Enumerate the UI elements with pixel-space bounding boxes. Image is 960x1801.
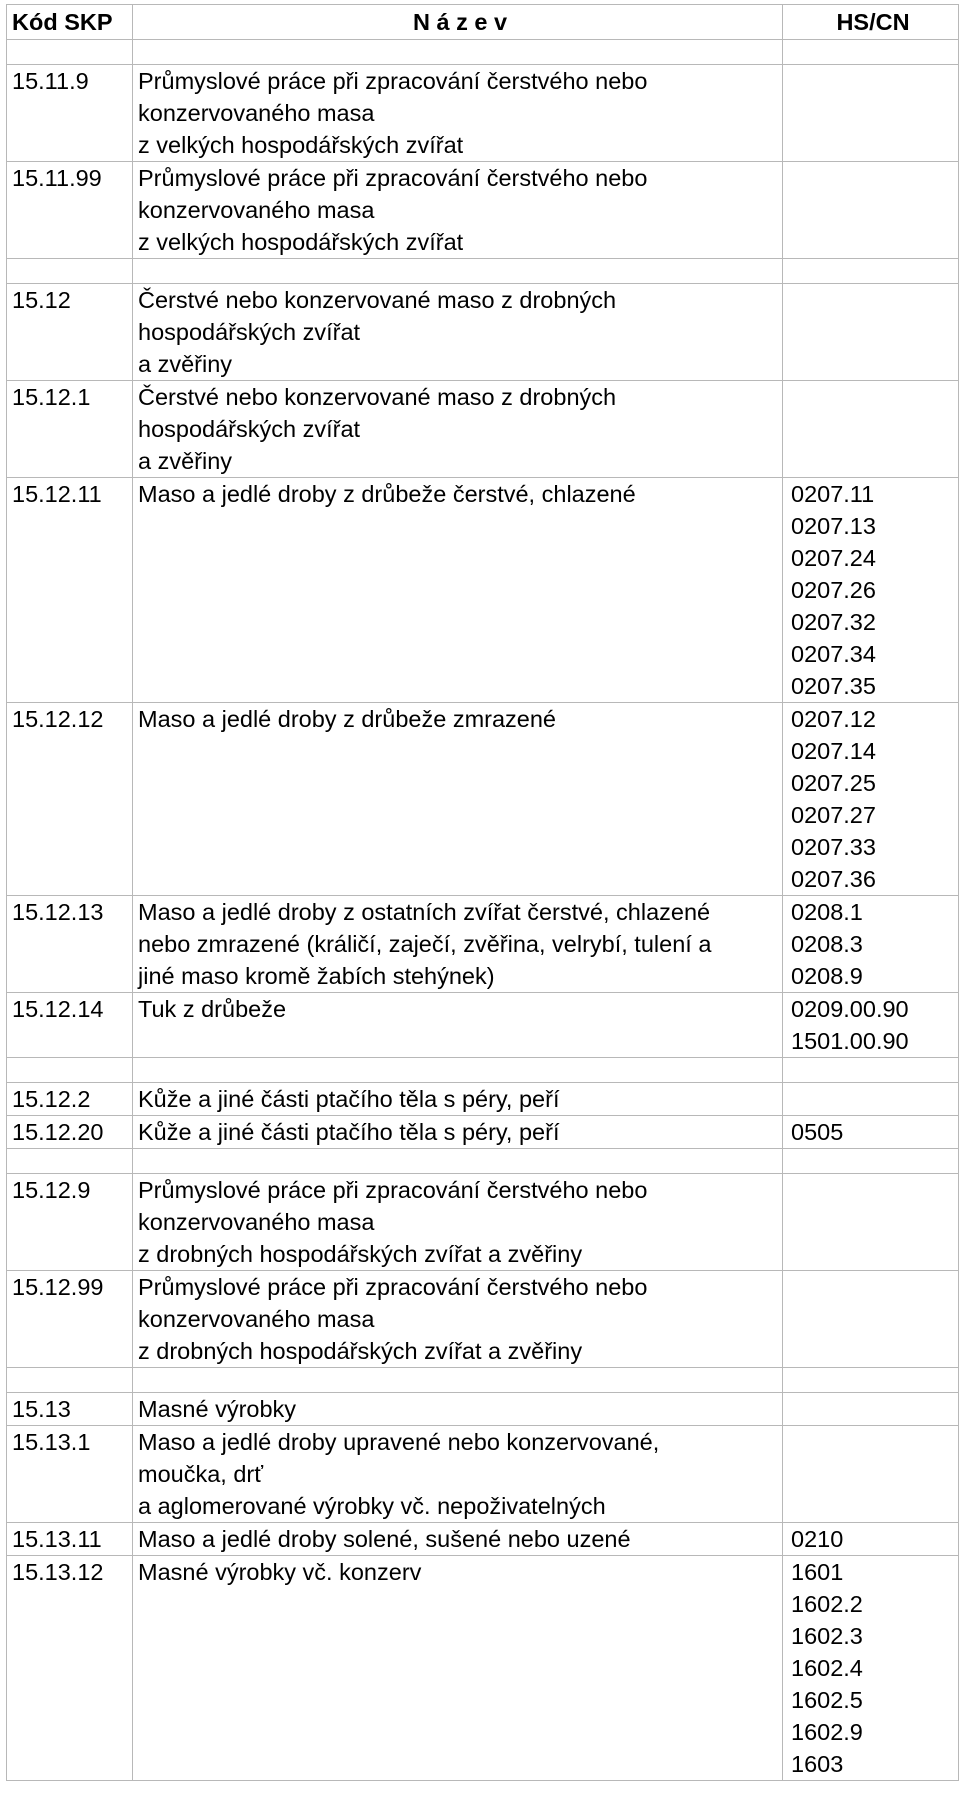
cell-hs-cn [783, 40, 959, 65]
cell-name: Maso a jedlé droby solené, sušené nebo uzené [133, 1523, 783, 1556]
cell-code: 15.12.9 [7, 1174, 133, 1271]
cell-hs-cn: 0210 [783, 1523, 959, 1556]
table-row [7, 284, 959, 381]
cell-hs-cn [783, 1426, 959, 1523]
cell-hs-cn [783, 259, 959, 284]
cell-hs-cn [783, 1058, 959, 1083]
cell-code: 15.12.11 [7, 478, 133, 703]
table-row [7, 40, 959, 65]
cell-hs-cn [783, 1393, 959, 1426]
table-row [7, 1058, 959, 1083]
cell-code: 15.13.11 [7, 1523, 133, 1556]
cell-name [133, 1149, 783, 1174]
table-row [7, 993, 959, 1058]
table-row [7, 1523, 959, 1556]
table-row [7, 259, 959, 284]
cell-name: Průmyslové práce při zpracování čerstvého nebo konzervovaného masa z drobných hospodářských zvířat a zvěřiny [133, 1174, 783, 1271]
cell-code [7, 40, 133, 65]
header-hs-cn: HS/CN [783, 5, 959, 40]
cell-name: Průmyslové práce při zpracování čerstvého nebo konzervovaného masa z velkých hospodářských zvířat [133, 162, 783, 259]
table-row [7, 1368, 959, 1393]
table-row [7, 1174, 959, 1271]
cell-code: 15.12 [7, 284, 133, 381]
cell-hs-cn [783, 381, 959, 478]
cell-hs-cn: 0207.11 0207.13 0207.24 0207.26 0207.32 0207.34 0207.35 [783, 478, 959, 703]
cell-hs-cn [783, 1271, 959, 1368]
cell-hs-cn: 0505 [783, 1116, 959, 1149]
cell-code: 15.13.12 [7, 1556, 133, 1781]
table-row [7, 1083, 959, 1116]
cell-name: Kůže a jiné části ptačího těla s péry, peří [133, 1116, 783, 1149]
cell-name: Tuk z drůbeže [133, 993, 783, 1058]
cell-name [133, 1368, 783, 1393]
cell-code: 15.12.20 [7, 1116, 133, 1149]
cell-name: Kůže a jiné části ptačího těla s péry, peří [133, 1083, 783, 1116]
cell-hs-cn [783, 65, 959, 162]
cell-hs-cn: 0209.00.90 1501.00.90 [783, 993, 959, 1058]
table-row [7, 703, 959, 896]
cell-name: Maso a jedlé droby z drůbeže zmrazené [133, 703, 783, 896]
cell-name: Maso a jedlé droby upravené nebo konzervované, moučka, drť a aglomerované výrobky vč. nepoživatelných [133, 1426, 783, 1523]
table-header-row [7, 5, 959, 40]
cell-code: 15.12.2 [7, 1083, 133, 1116]
table-row [7, 162, 959, 259]
cell-name: Průmyslové práce při zpracování čerstvého nebo konzervovaného masa z velkých hospodářských zvířat [133, 65, 783, 162]
cell-name: Maso a jedlé droby z drůbeže čerstvé, chlazené [133, 478, 783, 703]
cell-code: 15.12.13 [7, 896, 133, 993]
cell-hs-cn [783, 1083, 959, 1116]
table-row [7, 1271, 959, 1368]
cell-name: Průmyslové práce při zpracování čerstvého nebo konzervovaného masa z drobných hospodářských zvířat a zvěřiny [133, 1271, 783, 1368]
header-code: Kód SKP [7, 5, 133, 40]
cell-hs-cn: 0207.12 0207.14 0207.25 0207.27 0207.33 0207.36 [783, 703, 959, 896]
table-row [7, 1116, 959, 1149]
skp-code-table [6, 4, 959, 1781]
table-row [7, 381, 959, 478]
cell-hs-cn [783, 1368, 959, 1393]
cell-hs-cn [783, 284, 959, 381]
cell-code: 15.12.1 [7, 381, 133, 478]
cell-name: Čerstvé nebo konzervované maso z drobných hospodářských zvířat a zvěřiny [133, 284, 783, 381]
cell-code: 15.12.99 [7, 1271, 133, 1368]
cell-name: Masné výrobky [133, 1393, 783, 1426]
cell-name: Masné výrobky vč. konzerv [133, 1556, 783, 1781]
cell-code [7, 1149, 133, 1174]
cell-hs-cn: 1601 1602.2 1602.3 1602.4 1602.5 1602.9 1603 [783, 1556, 959, 1781]
cell-code: 15.12.12 [7, 703, 133, 896]
cell-code [7, 259, 133, 284]
cell-hs-cn: 0208.1 0208.3 0208.9 [783, 896, 959, 993]
table-row [7, 1556, 959, 1781]
table-row [7, 478, 959, 703]
cell-code [7, 1368, 133, 1393]
cell-hs-cn [783, 1174, 959, 1271]
cell-name [133, 259, 783, 284]
cell-hs-cn [783, 162, 959, 259]
table-row [7, 1393, 959, 1426]
cell-code: 15.11.99 [7, 162, 133, 259]
table-row [7, 65, 959, 162]
table-row [7, 1426, 959, 1523]
cell-name: Maso a jedlé droby z ostatních zvířat čerstvé, chlazené nebo zmrazené (králičí, zaječí, zvěřina, velrybí, tulení a jiné maso kromě žabích stehýnek) [133, 896, 783, 993]
header-name: N á z e v [133, 5, 783, 40]
cell-code: 15.13.1 [7, 1426, 133, 1523]
cell-name [133, 40, 783, 65]
cell-code: 15.13 [7, 1393, 133, 1426]
cell-name: Čerstvé nebo konzervované maso z drobných hospodářských zvířat a zvěřiny [133, 381, 783, 478]
cell-code: 15.12.14 [7, 993, 133, 1058]
table-row [7, 1149, 959, 1174]
cell-hs-cn [783, 1149, 959, 1174]
table-row [7, 896, 959, 993]
cell-code [7, 1058, 133, 1083]
cell-code: 15.11.9 [7, 65, 133, 162]
cell-name [133, 1058, 783, 1083]
